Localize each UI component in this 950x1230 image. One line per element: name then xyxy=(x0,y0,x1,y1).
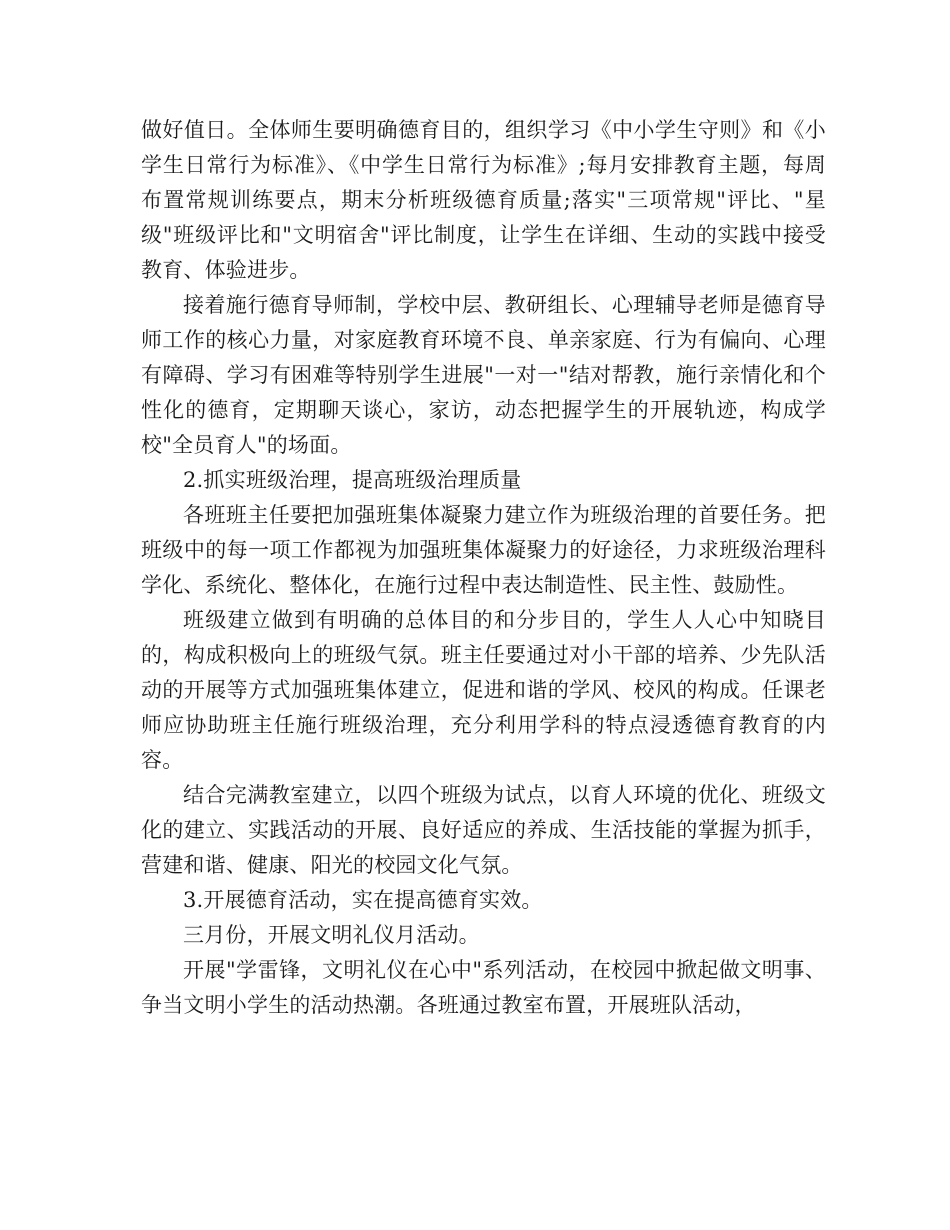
paragraph-class-cohesion: 各班班主任要把加强班集体凝聚力建立作为班级治理的首要任务。把班级中的每一项工作都视为加强班集体凝聚力的好途径，力求班级治理科学化、系统化、整体化，在施行过程中表达制造性、民主性、鼓励性。 xyxy=(141,503,826,597)
paragraph-class-goals: 班级建立做到有明确的总体目的和分步目的，学生人人心中知晓目的，构成积极向上的班级气氛。班主任要通过对小干部的培养、少先队活动的开展等方式加强班集体建立，促进和谐的学风、校风的构成。任课老师应协助班主任施行班级治理，充分利用学科的特点浸透德育教育的内容。 xyxy=(141,608,826,772)
section-heading-moral-activities: 3.开展德育活动，实在提高德育实效。 xyxy=(183,888,543,912)
subheading-march-etiquette: 三月份，开展文明礼仪月活动。 xyxy=(183,923,480,947)
paragraph-learn-leifeng: 开展"学雷锋，文明礼仪在心中"系列活动，在校园中掀起做文明事、争当文明小学生的活动热潮。各班通过教室布置，开展班队活动， xyxy=(141,958,826,1017)
section-heading-class-management: 2.抓实班级治理，提高班级治理质量 xyxy=(183,468,522,492)
document-page xyxy=(141,113,826,1023)
paragraph-mentor-system: 接着施行德育导师制，学校中层、教研组长、心理辅导老师是德育导师工作的核心力量，对家庭教育环境不良、单亲家庭、行为有偏向、心理有障碍、学习有困难等特别学生进展"一对一"结对帮教，施行亲情化和个性化的德育，定期聊天谈心，家访，动态把握学生的开展轨迹，构成学校"全员育人"的场面。 xyxy=(141,293,826,457)
paragraph-duty-objectives: 做好值日。全体师生要明确德育目的，组织学习《中小学生守则》和《小学生日常行为标准》、《中学生日常行为标准》;每月安排教育主题，每周布置常规训练要点，期末分析班级德育质量;落实"三项常规"评比、"星级"班级评比和"文明宿舍"评比制度，让学生在详细、生动的实践中接受教育、体验进步。 xyxy=(141,118,826,282)
paragraph-classroom-pilot: 结合完满教室建立，以四个班级为试点，以育人环境的优化、班级文化的建立、实践活动的开展、良好适应的养成、生活技能的掌握为抓手，营建和谐、健康、阳光的校园文化气氛。 xyxy=(141,783,826,877)
